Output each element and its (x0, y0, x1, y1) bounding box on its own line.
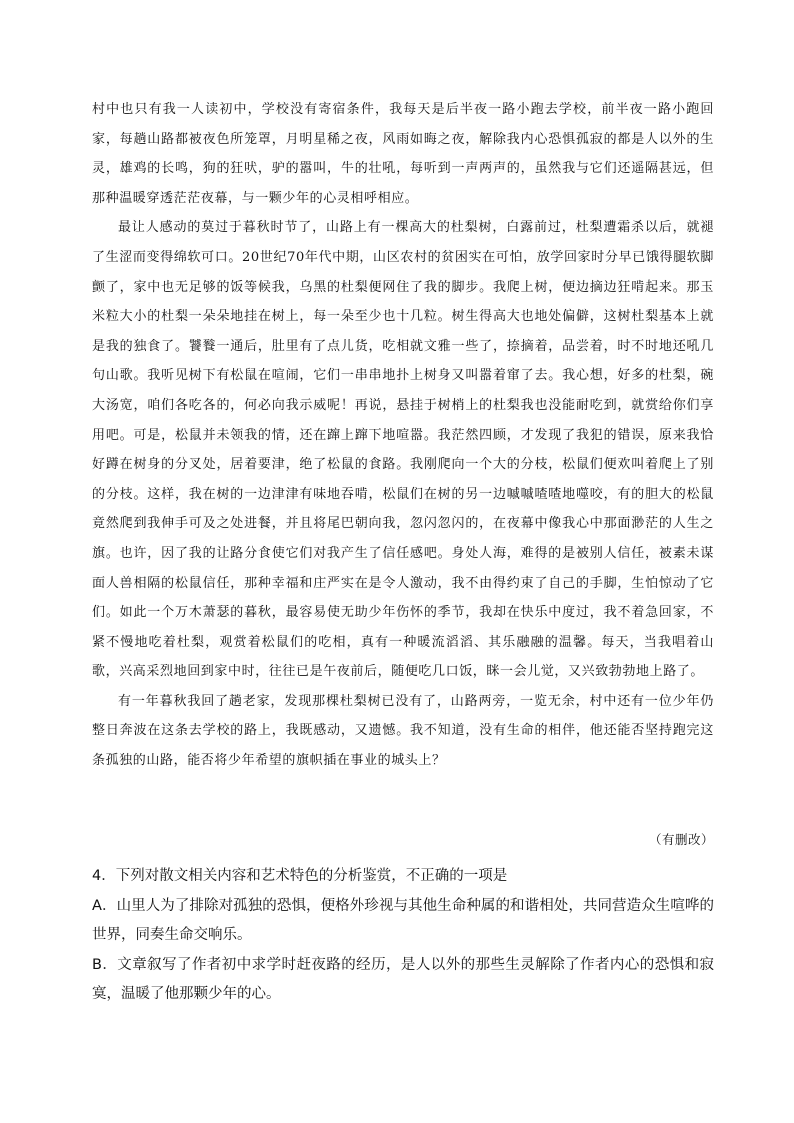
question-block (92, 862, 714, 1010)
option-a: A．山里人为了排除对孤独的恐惧，便格外珍视与其他生命种属的和谐相处，共同营造众生喧哗的世界，同奏生命交响乐。 (92, 897, 714, 943)
essay-paragraph-3: 有一年暮秋我回了趟老家，发现那棵杜梨树已没有了，山路两旁，一览无余，村中还有一位少年仍整日奔波在这条去学校的路上，我既感动，又遗憾。我不知道，没有生命的相伴，他还能否坚持跑完这条孤独的山路，能否将少年希望的旗帜插在事业的城头上？ (92, 693, 714, 769)
source-note: （有删改） (648, 832, 714, 847)
essay-paragraph-2: 最让人感动的莫过于暮秋时节了，山路上有一棵高大的杜梨树，白露前过，杜梨遭霜杀以后，就褪了生涩而变得绵软可口。20世纪70年代中期，山区农村的贫困实在可怕，放学回家时分早已饿得腿软脚颤了，家中也无足够的饭等候我，乌黑的杜梨便网住了我的脚步。我爬上树，便边摘边狂啃起来。那玉米粒大小的杜梨一朵朵地挂在树上，每一朵至少也十几粒。树生得高大也地处偏僻，这树杜梨基本上就是我的独食了。饕餮一通后，肚里有了点儿货，吃相就文雅一些了，捺摘着，品尝着，时不时地还吼几句山歌。我听见树下有松鼠在喧闹，它们一串串地扑上树身又叫嚣着窜了去。我心想，好多的杜梨，碗大汤宽，咱们各吃各的，何必向我示威呢！再说，悬挂于树梢上的杜梨我也没能耐吃到，就赏给你们享用吧。可是，松鼠并未领我的情，还在蹿上蹿下地喧嚣。我茫然四顾，才发现了我犯的错误，原来我恰好蹲在树身的分叉处，居着要津，绝了松鼠的食路。我刚爬向一个大的分枝，松鼠们便欢叫着爬上了别的分枝。这样，我在树的一边津津有味地吞啃，松鼠们在树的另一边嘁嘁喳喳地噬咬，有的胆大的松鼠竟然爬到我伸手可及之处进餐，并且将尾巴朝向我，忽闪忽闪的，在夜幕中像我心中那面渺茫的人生之旗。也许，因了我的让路分食使它们对我产生了信任感吧。身处人海，难得的是被别人信任，被素未谋面人兽相隔的松鼠信任，那种幸福和庄严实在是令人激动，我不由得约束了自己的手脚，生怕惊动了它们。如此一个万木萧瑟的暮秋，最容易使无助少年伤怀的季节，我却在快乐中度过，我不着急回家，不紧不慢地吃着杜梨，观赏着松鼠们的吃相，真有一种暖流滔滔、其乐融融的温馨。每天，当我唱着山歌，兴高采烈地回到家中时，往往已是午夜前后，随便吃几口饭，眯一会儿觉，又兴致勃勃地上路了。 (92, 220, 714, 680)
option-b: B．文章叙写了作者初中求学时赶夜路的经历，是人以外的那些生灵解除了作者内心的恐惧和寂寞，温暖了他那颗少年的心。 (92, 956, 714, 1002)
essay-paragraph-1: 村中也只有我一人读初中，学校没有寄宿条件，我每天是后半夜一路小跑去学校，前半夜一路小跑回家，每趟山路都被夜色所笼罩，月明星稀之夜，风雨如晦之夜，解除我内心恐惧孤寂的都是人以外的生灵，雄鸡的长鸣，狗的狂吠，驴的嚣叫，牛的壮吼，每听到一声两声的，虽然我与它们还遥隔甚远，但那种温暖穿透茫茫夜幕，与一颗少年的心灵相呼相应。 (92, 102, 714, 206)
essay-text (92, 95, 714, 776)
question-stem: 4．下列对散文相关内容和艺术特色的分析鉴赏，不正确的一项是 (92, 868, 508, 884)
